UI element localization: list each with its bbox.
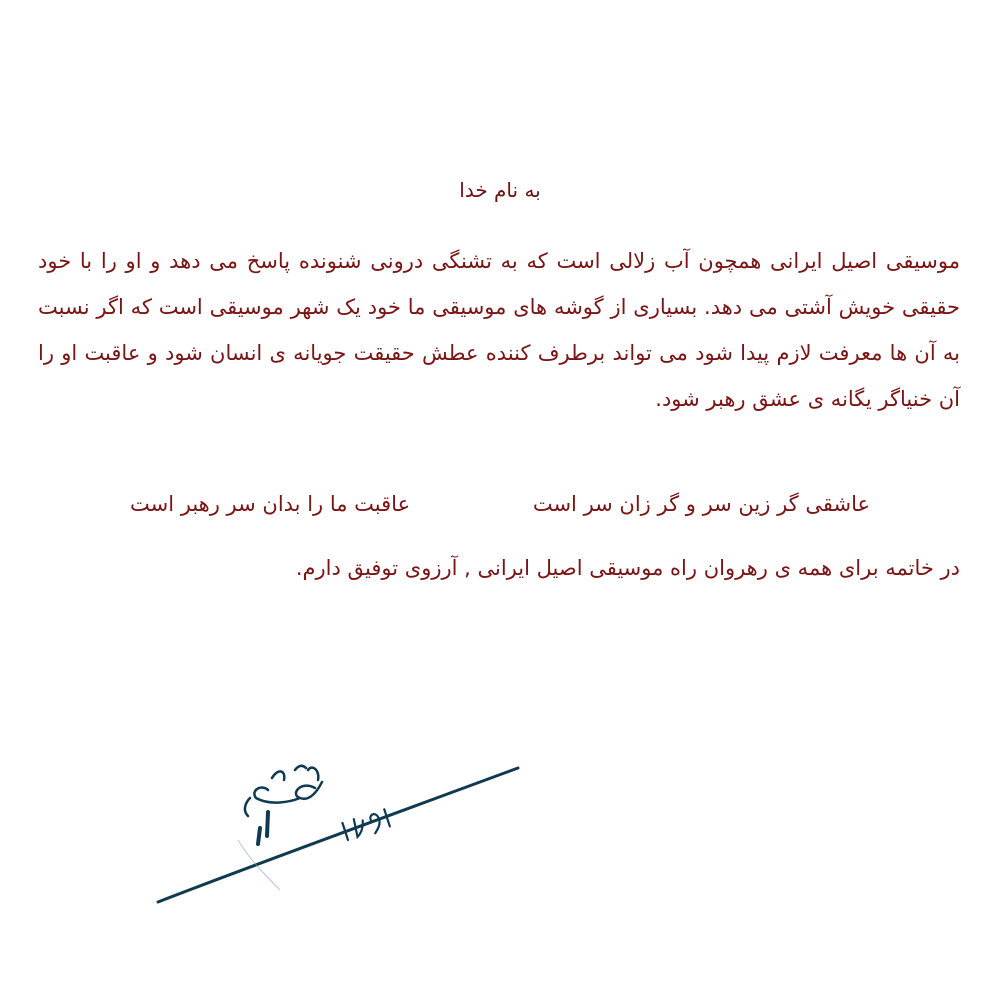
verse-second-hemistich: عاقبت ما را بدان سر رهبر است: [130, 492, 411, 516]
letter-body: موسیقی اصیل ایرانی همچون آب زلالی است که به تشنگی درونی شنونده پاسخ می دهد و او را با خود حقیقی خویش آشتی می دهد. بسیاری از گوشه های موسیقی ما خود یک شهر موسیقی است که اگر نسبت به آن ها معرفت لازم پیدا شود می تواند برطرف کننده عطش حقیقت جویانه ی انسان شود و عاقبت او را آن خنیاگر یگانه ی عشق رهبر شود.: [38, 249, 960, 411]
letter-heading: به نام خدا: [459, 178, 541, 202]
verse-first-hemistich: عاشقی گر زین سر و گر زان سر است: [532, 492, 870, 516]
signature-date: [342, 809, 390, 842]
poem-verse: [130, 492, 870, 516]
handwritten-signature: [150, 740, 530, 920]
signature-mark: [258, 812, 268, 844]
letter-closing: در خاتمه برای همه ی رهروان راه موسیقی اصیل ایرانی , آرزوی توفیق دارم.: [295, 556, 960, 580]
signature-underline-stroke: [158, 768, 518, 902]
signature-name-flourish: [245, 766, 322, 816]
